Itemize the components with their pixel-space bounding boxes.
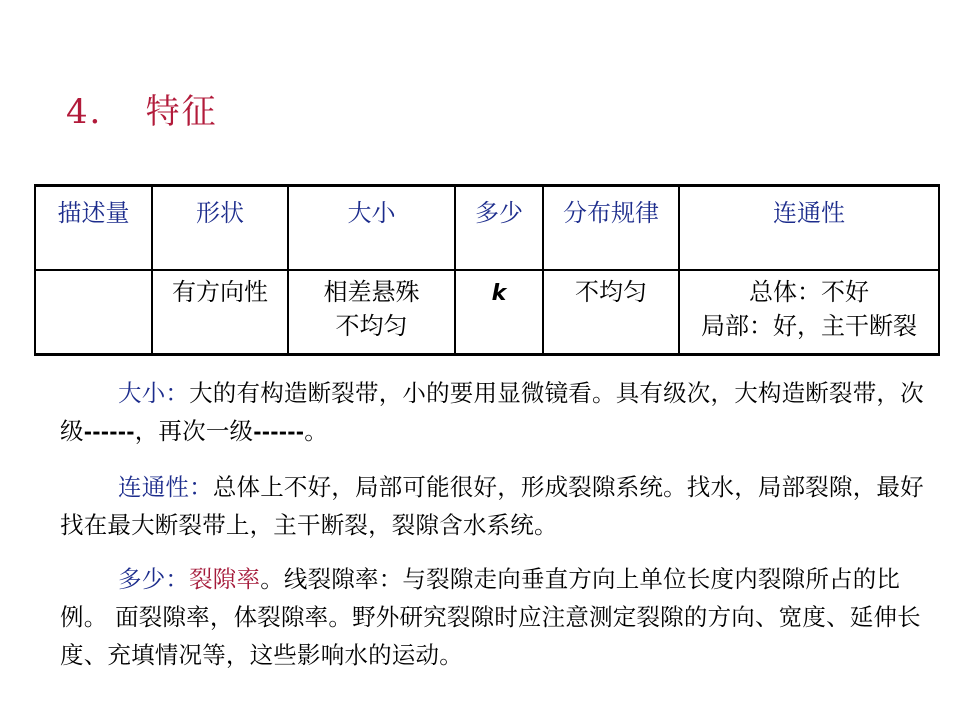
header-connectivity: 连通性 (679, 186, 939, 271)
header-shape: 形状 (152, 186, 288, 271)
paragraph-size (60, 374, 926, 451)
paragraph-size-lead: 大小： (118, 379, 190, 407)
header-size: 大小 (288, 186, 455, 271)
cell-connectivity (679, 270, 939, 355)
section-title-text: 特征 (145, 92, 218, 132)
cell-quantity-symbol: k (491, 281, 507, 306)
cell-connectivity-line2: 局部：好，主干断裂 (701, 312, 917, 340)
cell-descriptor (35, 270, 152, 355)
header-distribution: 分布规律 (543, 186, 679, 271)
cell-quantity (455, 270, 543, 355)
table-row (35, 270, 939, 355)
cell-shape: 有方向性 (152, 270, 288, 355)
paragraph-connectivity-lead: 连通性： (118, 473, 213, 501)
cell-size-line2: 不均匀 (335, 312, 408, 340)
page-title (66, 84, 218, 133)
paragraph-quantity-text: 。线裂隙率：与裂隙走向垂直方向上单位长度内裂隙所占的比例。 面裂隙率，体裂隙率。野外研究裂隙时应注意测定裂隙的方向、宽度、延伸长度、充填情况等，这些影响水的运动。 (60, 565, 921, 669)
paragraph-quantity (60, 560, 926, 674)
characteristics-table (34, 184, 940, 356)
paragraph-size-dashes-b: ------ (253, 420, 305, 444)
paragraph-quantity-lead: 多少： (118, 565, 190, 593)
header-quantity: 多少 (455, 186, 543, 271)
paragraph-quantity-lead-red: 裂隙率 (189, 565, 261, 593)
paragraph-size-text-c: 。 (304, 417, 328, 445)
header-descriptor: 描述量 (35, 186, 152, 271)
cell-size (288, 270, 455, 355)
paragraph-size-text-b: ，再次一级 (134, 417, 254, 445)
paragraph-size-dashes-a: ------ (83, 420, 135, 444)
paragraph-size-text-a: 大的有构造断裂带，小的要用显微镜看。具有级次，大构造断裂带，次级 (60, 379, 924, 445)
section-number: 4． (66, 92, 126, 132)
paragraph-connectivity-text: 总体上不好，局部可能很好，形成裂隙系统。找水，局部裂隙，最好找在最大断裂带上，主干断裂，裂隙含水系统。 (60, 473, 924, 539)
cell-size-line1: 相差悬殊 (323, 278, 420, 306)
table-header-row (35, 186, 939, 271)
cell-distribution: 不均匀 (543, 270, 679, 355)
cell-connectivity-line1: 总体：不好 (749, 278, 869, 306)
paragraph-connectivity (60, 468, 926, 544)
